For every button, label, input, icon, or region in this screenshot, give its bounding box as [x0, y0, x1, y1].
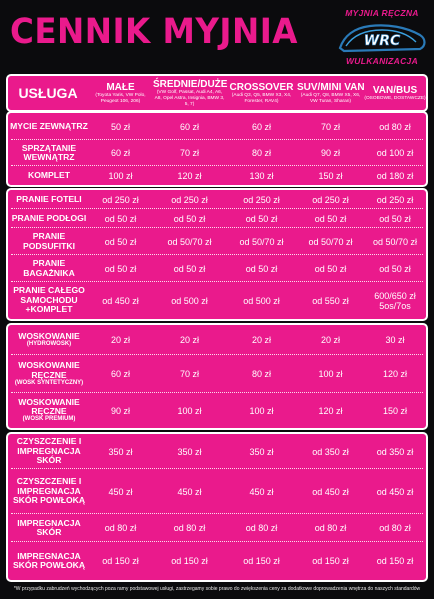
price-cell: 60 zł: [251, 121, 271, 132]
price-cell: od 50 zł: [104, 236, 137, 247]
price-cell: od 50 zł: [104, 263, 137, 274]
table-row: [8, 140, 426, 166]
brand-logo: [330, 6, 434, 72]
price-cell: 70 zł: [320, 121, 340, 132]
price-cell: od 50 zł: [173, 213, 206, 224]
price-cell: 80 zł: [251, 148, 271, 158]
footnote: *W przypadku zabrudzeń wychodzących poza ramy podstawowej usługi, zastrzegamy sobie prawo do zwiększenia ceny za dodatkowe doprowadzenia wnętrza do naszych standardów: [13, 586, 421, 592]
service-subtitle: (WOSK PREMIUM): [22, 416, 76, 423]
price-cell: od 250 zł: [171, 194, 208, 205]
header-column: [153, 79, 226, 108]
service-name: CZYSZCZENIE I IMPREGNACJA SKÓR POWŁOKĄ: [12, 476, 86, 506]
price-cell: od 350 zł: [312, 446, 349, 457]
price-cell: od 150 zł: [376, 556, 414, 566]
header-column-name: SUV/MINI VAN: [297, 81, 365, 93]
price-cell: od 150 zł: [171, 556, 208, 566]
price-cell: 600/650 zł 5os/7os: [374, 290, 416, 311]
price-cell: od 250 zł: [102, 194, 139, 205]
price-cell: 90 zł: [320, 148, 340, 158]
service-name: SPRZĄTANIE WEWNĄTRZ: [21, 142, 77, 162]
table-row: [8, 355, 426, 393]
table-row: [8, 166, 426, 185]
price-cell: od 350 zł: [376, 446, 414, 457]
price-cell: od 50/70 zł: [372, 236, 418, 247]
service-name: PRANIE PODŁOGI: [11, 212, 87, 223]
service-name: WOSKOWANIE: [18, 330, 80, 341]
table-row: [8, 542, 426, 580]
table-row: [8, 255, 426, 282]
header-column: [364, 85, 426, 102]
price-cell: 100 zł: [108, 170, 133, 181]
price-cell: od 50/70 zł: [167, 236, 212, 247]
header-service-label: USŁUGA: [18, 85, 78, 101]
price-cell: 60 zł: [110, 148, 130, 158]
price-cell: 130 zł: [249, 170, 274, 181]
price-cell: od 80 zł: [379, 121, 411, 132]
price-cell: od 250 zł: [312, 194, 349, 205]
logo-top-text: MYJNIA RĘCZNA: [345, 8, 419, 18]
price-group-washing: [6, 111, 428, 187]
price-cell: 60 zł: [110, 369, 130, 379]
service-subtitle: (Audi Q7, Q8, BMW X5, X6, VW Turan, Sharan): [300, 92, 361, 104]
price-cell: od 50 zł: [173, 263, 206, 274]
price-cell: od 80 zł: [104, 523, 137, 533]
header-column: [226, 82, 297, 105]
price-cell: 120 zł: [382, 369, 408, 379]
price-cell: 20 zł: [251, 335, 271, 345]
price-cell: od 450 zł: [102, 295, 139, 306]
price-cell: 350 zł: [108, 446, 133, 457]
service-subtitle: (Audi Q3, Q5, BMW X3, X4, Forester, RAV4): [231, 92, 292, 104]
price-cell: 20 zł: [179, 335, 199, 345]
price-cell: od 80 zł: [379, 523, 411, 533]
table-row: [8, 113, 426, 140]
price-cell: 450 zł: [177, 486, 202, 497]
price-cell: od 450 zł: [312, 486, 349, 497]
price-group-waxing: [6, 323, 428, 430]
price-cell: 450 zł: [249, 486, 274, 497]
header-column: [297, 82, 364, 105]
price-cell: 450 zł: [108, 486, 133, 497]
price-cell: od 50 zł: [314, 213, 347, 224]
service-name: KOMPLET: [27, 169, 70, 180]
price-cell: 100 zł: [177, 405, 202, 416]
service-name: PRANIE BAGAŻNIKA: [23, 258, 75, 278]
price-cell: od 50 zł: [314, 263, 347, 274]
price-cell: 70 zł: [179, 148, 199, 158]
price-cell: 70 zł: [179, 369, 199, 379]
header-column: [88, 82, 153, 105]
price-group-leather: [6, 432, 428, 582]
service-subtitle: (Toyota Yaris, VW Polo, Peugeot 106, 206): [95, 92, 146, 104]
price-cell: 150 zł: [318, 170, 343, 181]
service-subtitle: (OSOBOWE, DOSTAWCZE): [364, 95, 426, 101]
price-cell: 90 zł: [110, 405, 130, 416]
service-name: CZYSZCZENIE I IMPREGNACJA SKÓR: [16, 436, 82, 466]
price-cell: od 250 zł: [376, 194, 414, 205]
table-row: [8, 325, 426, 355]
price-cell: od 150 zł: [312, 556, 349, 566]
price-cell: od 500 zł: [171, 295, 208, 306]
price-cell: od 80 zł: [245, 523, 278, 533]
logo-bottom-text: WULKANIZACJA: [345, 56, 419, 66]
table-row: [8, 469, 426, 514]
price-cell: od 180 zł: [376, 170, 414, 181]
price-cell: od 50/70 zł: [308, 236, 353, 247]
price-cell: 50 zł: [110, 121, 130, 132]
table-row: [8, 282, 426, 319]
service-name: PRANIE FOTELI: [16, 193, 82, 204]
price-cell: 30 zł: [385, 335, 405, 345]
service-name: IMPREGNACJA SKÓR: [17, 517, 81, 537]
price-cell: od 150 zł: [243, 556, 280, 566]
table-row: [8, 393, 426, 428]
service-name: WOSKOWANIE RĘCZNE: [18, 360, 80, 380]
service-name: IMPREGNACJA SKÓR POWŁOKĄ: [12, 550, 86, 570]
service-name: PRANIE PODSUFITKI: [22, 231, 76, 251]
price-cell: 20 zł: [110, 335, 130, 345]
price-cell: od 100 zł: [376, 148, 414, 158]
table-row: [8, 190, 426, 209]
price-cell: 100 zł: [318, 369, 343, 379]
price-cell: 100 zł: [249, 405, 274, 416]
price-cell: od 50 zł: [379, 213, 411, 224]
price-cell: od 50 zł: [245, 263, 278, 274]
page-title: CENNIK MYJNIA: [10, 12, 298, 52]
header-column-name: CROSSOVER: [229, 81, 294, 93]
service-name: MYCIE ZEWNĄTRZ: [10, 120, 88, 131]
price-cell: od 80 zł: [314, 523, 347, 533]
price-cell: 20 zł: [320, 335, 340, 345]
price-cell: od 80 zł: [173, 523, 206, 533]
service-subtitle: (VW Golf, Passat, Audi A4, A6, A8, Opel Astra, Insignia, BMW 3, 5, 7): [154, 89, 225, 107]
table-row: [8, 514, 426, 542]
logo-emblem-text: WRC: [363, 33, 401, 49]
price-cell: od 500 zł: [243, 295, 280, 306]
price-cell: 120 zł: [177, 170, 202, 181]
price-cell: od 50/70 zł: [239, 236, 284, 247]
table-row: [8, 228, 426, 255]
header-column-name: MAŁE: [106, 81, 135, 93]
header-column-name: ŚREDNIE/DUŻE: [153, 78, 228, 90]
price-cell: 350 zł: [249, 446, 274, 457]
table-row: [8, 434, 426, 469]
service-name: WOSKOWANIE RĘCZNE: [18, 396, 80, 416]
price-cell: 150 zł: [382, 405, 408, 416]
price-cell: od 150 zł: [102, 556, 139, 566]
car-emblem-icon: [336, 18, 428, 58]
header-column-name: VAN/BUS: [372, 84, 418, 96]
price-cell: od 550 zł: [312, 295, 349, 306]
price-cell: 60 zł: [179, 121, 199, 132]
table-row: [8, 209, 426, 228]
table-header: [6, 74, 428, 112]
price-cell: od 250 zł: [243, 194, 280, 205]
price-cell: od 50 zł: [104, 213, 137, 224]
price-cell: od 50 zł: [245, 213, 278, 224]
service-name: PRANIE CAŁEGO SAMOCHODU +KOMPLET: [13, 285, 85, 315]
price-cell: 350 zł: [177, 446, 202, 457]
price-cell: 120 zł: [318, 405, 343, 416]
price-cell: 80 zł: [251, 369, 271, 379]
price-cell: od 450 zł: [376, 486, 414, 497]
service-subtitle: (HYDROWOSK): [26, 341, 72, 348]
service-subtitle: (WOSK SYNTETYCZNY): [14, 379, 84, 386]
price-group-cleaning: [6, 188, 428, 321]
price-cell: od 50 zł: [379, 263, 411, 274]
